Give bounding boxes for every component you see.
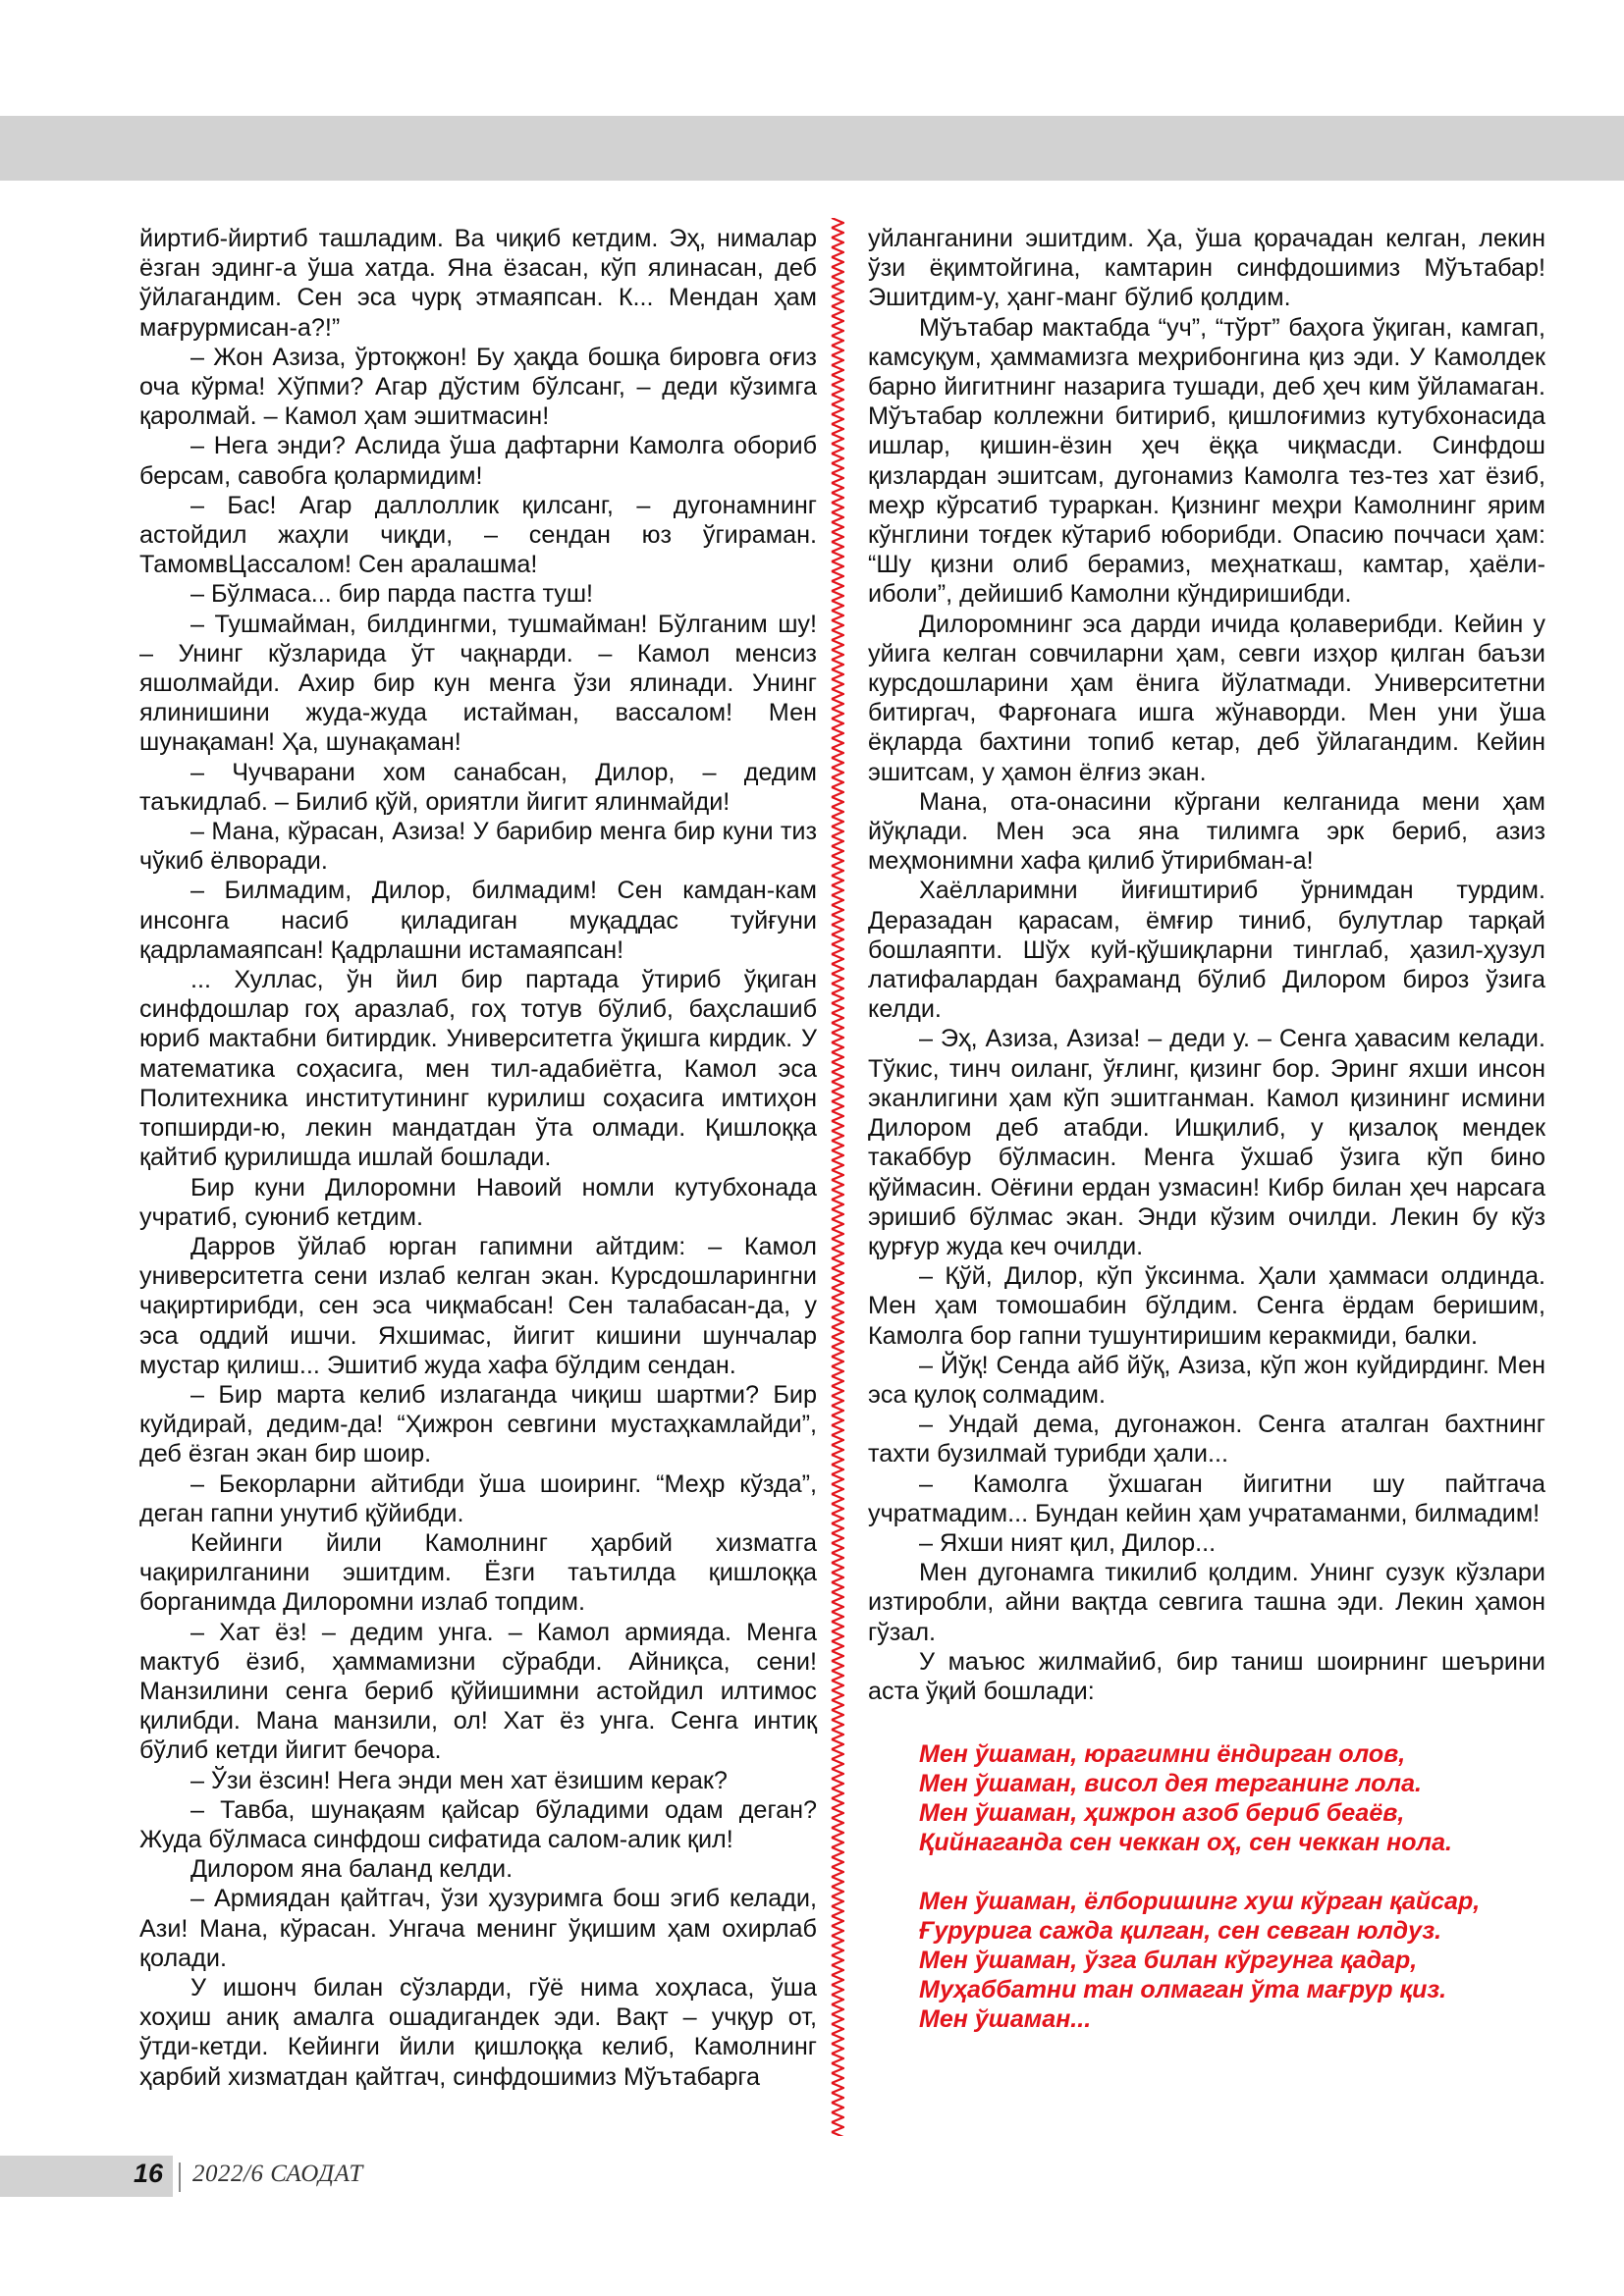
paragraph: – Ўзи ёзсин! Нега энди мен хат ёзишим керак? (190, 1766, 728, 1794)
paragraph: – Чучварани хом санабсан, Дилор, – дедим таъкидлаб. – Билиб қўй, ориятли йигит ялинмайди! (139, 758, 817, 816)
paragraph: ... Хуллас, ўн йил бир партада ўтириб ўқиган синфдошлар гоҳ аразлаб, гоҳ тотув бўлиб, баҳслашиб юриб мактабни битирдик. Университетга ўқишга кирдик. У математика соҳасига, мен тил-адабиётга, Камол эса Политехника институтининг курилиш соҳасига имтиҳон топширди-ю, лекин мандатдан ўта олмади. Қишлоққа қайтиб қурилишда ишлай бошлади. (139, 966, 817, 1172)
paragraph: – Бас! Агар даллоллик қилсанг, – дугонамнинг астойдил жаҳли чиқди, – сендан юз ўгираман. ТамомвЦассалом! Сен аралашма! (139, 491, 817, 579)
paragraph: Дарров ўйлаб юрган гапимни айтдим: – Камол университетга сени излаб келган экан. Курсдошларингни чақиртирибди, сен эса чиқмабсан! Сен талабасан-да, у эса оддий ишчи. Яхшимас, йигит кишини шунчалар мустар қилиш... Эшитиб жуда хафа бўлдим сендан. (139, 1232, 817, 1379)
paragraph: – Бўлмаса... бир парда пастга туш! (190, 580, 594, 609)
paragraph: – Бир марта келиб излаганда чиқиш шартми? Бир куйдирай, дедим-да! “Ҳижрон севгини мустаҳкамлайди”, деб ёзган экан бир шоир. (139, 1380, 817, 1468)
poem-line: Мен ўшаман, ёлборишинг хуш кўрган қайсар, (919, 1888, 1481, 1916)
paragraph: – Жон Азиза, ўртоқжон! Бу ҳақда бошқа бировга оғиз оча кўрма! Хўпми? Агар дўстим бўлсанг, – деди кўзимга қаролмай. – Камол ҳам эшитмасин! (139, 343, 817, 431)
left-text-column (139, 224, 817, 2092)
paragraph: Мўътабар мактабда “уч”, “тўрт” баҳога ўқиган, камгап, камсуқум, ҳаммамизга меҳрибонгина қиз эди. У Камолдек барно йигитнинг назарига тушади, деб ҳеч ким ўйламаган. Мўътабар коллежни битириб, қишлоғимиз кутубхонасида ишлар, қишин-ёзин ҳеч ёққа чиқмасди. Синфдош қизлардан эшитсам, дугонамиз Камолга тез-тез хат ёзиб, меҳр кўрсатиб тураркан. Қизнинг меҳри Камолнинг ярим кўнглини тоғдек кўтариб юборибди. Опасию поччаси ҳам: “Шу қизни олиб берамиз, меҳнаткаш, камтар, ҳаёли-иболи”, дейишиб Камолни кўндиришибди. (868, 313, 1545, 609)
paragraph: – Яхши ният қил, Дилор... (919, 1528, 1217, 1557)
poem-line: Мен ўшаман, ҳижрон азоб бериб беаёв, (919, 1799, 1405, 1828)
poem-stanza-2 (919, 1887, 1545, 2034)
paragraph: – Ундай дема, дугонажон. Сенга аталган бахтнинг тахти бузилмай турибди ҳали... (868, 1411, 1545, 1468)
right-paragraphs (868, 224, 1545, 1706)
paragraph: – Тушмайман, билдингми, тушмайман! Бўлганим шу! – Унинг кўзларида ўт чақнарди. – Камол менсиз яшолмайди. Ахир бир кун менга ўзи ялинади. Унинг ялинишини жуда-жуда истайман, вассалом! Мен шунақаман! Ҳа, шунақаман! (139, 610, 817, 757)
paragraph: У ишонч билан сўзларди, гўё нима хоҳласа, ўша хоҳиш аниқ амалга ошадигандек эди. Вақт – учқур от, ўтди-кетди. Кейинги йили қишлоққа келиб, Камолнинг ҳарбий хизматдан қайтгач, синфдошимиз Мўътабарга (139, 1973, 817, 2091)
right-text-column (868, 224, 1545, 2063)
paragraph: – Қўй, Дилор, кўп ўксинма. Ҳали ҳаммаси олдинда. Мен ҳам томошабин бўлдим. Сенга ёрдам беришим, Камолга бор гапни тушунтиришим керакмиди, балки. (868, 1262, 1545, 1350)
paragraph: Мен дугонамга тикилиб қолдим. Унинг сузук кўзлари изтиробли, айни вақтда севгига ташна эди. Лекин ҳамон гўзал. (868, 1559, 1545, 1646)
paragraph: – Эҳ, Азиза, Азиза! – деди у. – Сенга ҳавасим келади. Тўкис, тинч оиланг, ўғлинг, қизинг бор. Эринг яхши инсон эканлигини ҳам кўп эшитганман. Камол қизининг исмини Дилором деб атабди. Ишқилиб, у қизалоқ мендек такаббур бўлмасин. Менга ўхшаб ўзига кўп бино қўймасин. Оёғини ердан узмасин! Кибр билан ҳеч нарсага эришиб бўлмас экан. Энди кўзим очилди. Лекин бу кўз қурғур жуда кеч очилди. (868, 1025, 1545, 1260)
paragraph: – Йўқ! Сенда айб йўқ, Азиза, кўп жон куйдирдинг. Мен эса қулоқ солмадим. (868, 1351, 1545, 1409)
paragraph: Дилоромнинг эса дарди ичида қолаверибди. Кейин у уйига келган совчиларни ҳам, севги изҳор қилган баъзи курсдошларини ҳам ёнига йўлатмади. Университетни битиргач, Фарғонага ишга жўнаворди. Мен уни ўша ёқларда бахтини топиб кетар, деб ўйлагандим. Кейин эшитсам, у ҳамон ёлғиз экан. (868, 610, 1545, 786)
header-band (0, 116, 1624, 181)
poem-stanza-1 (919, 1739, 1545, 1857)
page-number: 16 (134, 2159, 164, 2188)
poem-block (868, 1739, 1545, 2034)
footer-separator (179, 2163, 181, 2192)
paragraph: – Хат ёз! – дедим унга. – Камол армияда. Менга мактуб ёзиб, ҳаммамизни сўрабди. Айниқса, сени! Манзилини сенга бериб қўйишимни астойдил илтимос қилибди. Мана манзили, ол! Хат ёз унга. Сенга интиқ бўлиб кетди йигит бечора. (139, 1618, 817, 1765)
paragraph: Хаёлларимни йиғиштириб ўрнимдан турдим. Деразадан қарасам, ёмғир тиниб, булутлар тарқай бошлаяпти. Шўх куй-қўшиқларни тинглаб, ҳазил-ҳузул латифалардан баҳраманд бўлиб Дилором бироз ўзига келди. (868, 877, 1545, 1024)
poem-line: Мен ўшаман, юрагимни ёндирган олов, (919, 1740, 1406, 1769)
paragraph: йиртиб-йиртиб ташладим. Ва чиқиб кетдим. Эҳ, нималар ёзган эдинг-а ўша хатда. Яна ёзасан, кўп ялинасан, деб ўйлагандим. Сен эса чурқ этмаяпсан. К... Мендан ҳам мағрурмисан-а?!” (139, 225, 817, 342)
paragraph: – Тавба, шунақаям қайсар бўладими одам деган? Жуда бўлмаса синфдош сифатида салом-алик қил! (139, 1795, 817, 1853)
poem-line: Ғурурига сажда қилган, сен севган юлдуз. (919, 1917, 1442, 1946)
paragraph: – Билмадим, Дилор, билмадим! Сен камдан-кам инсонга насиб қиладиган муқаддас туйғуни қадрламаяпсан! Қадрлашни истамаяпсан! (139, 877, 817, 964)
paragraph: – Мана, кўрасан, Азиза! У барибир менга бир куни тиз чўкиб ёлворади. (139, 818, 817, 876)
paragraph: – Бекорларни айтибди ўша шоиринг. “Меҳр кўзда”, деган гапни унутиб қўйибди. (139, 1469, 817, 1527)
paragraph: – Армиядан қайтгач, ўзи ҳузуримга бош эгиб келади, Ази! Мана, кўрасан. Унгача менинг ўқишим ҳам охирлаб қолади. (139, 1885, 817, 1972)
issue-label: 2022/6 САОДАТ (192, 2161, 363, 2187)
poem-line: Мен ўшаман, ўзга билан кўргунга қадар, (919, 1947, 1418, 1975)
paragraph: Дилором яна баланд келди. (190, 1855, 514, 1884)
paragraph: Бир куни Дилоромни Навоий номли кутубхонада учратиб, суюниб кетдим. (139, 1173, 817, 1231)
paragraph: Мана, ота-онасини кўргани келганида мени ҳам йўқлади. Мен эса яна тилимга эрк бериб, азиз меҳмонимни хафа қилиб ўтирибман-а! (868, 787, 1545, 876)
paragraph: уйланганини эшитдим. Ҳа, ўша қорачадан келган, лекин ўзи ёқимтойгина, камтарин синфдошимиз Мўътабар! Эшитдим-у, ҳанг-манг бўлиб қолдим. (868, 225, 1545, 312)
paragraph: – Нега энди? Аслида ўша дафтарни Камолга обориб берсам, савобга қолармидим! (139, 432, 817, 490)
paragraph: У маъюс жилмайиб, бир таниш шоирнинг шеърини аста ўқий бошлади: (868, 1647, 1545, 1705)
poem-line: Мен ўшаман, висол дея терганинг лола. (919, 1770, 1422, 1798)
paragraph: – Камолга ўхшаган йигитни шу пайтгача учратмадим... Бундан кейин ҳам учратаманми, билмадим! (868, 1469, 1545, 1527)
poem-line: Муҳаббатни тан олмаган ўта мағрур қиз. (919, 1976, 1447, 2004)
paragraph: Кейинги йили Камолнинг ҳарбий хизматга чақирилганини эшитдим. Ёзги таътилда қишлоққа борганимда Дилоромни излаб топдим. (139, 1528, 817, 1617)
decorative-divider (831, 218, 844, 2136)
poem-line: Мен ўшаман... (919, 2005, 1092, 2034)
poem-line: Қийнаганда сен чеккан оҳ, сен чеккан нола. (919, 1829, 1452, 1857)
